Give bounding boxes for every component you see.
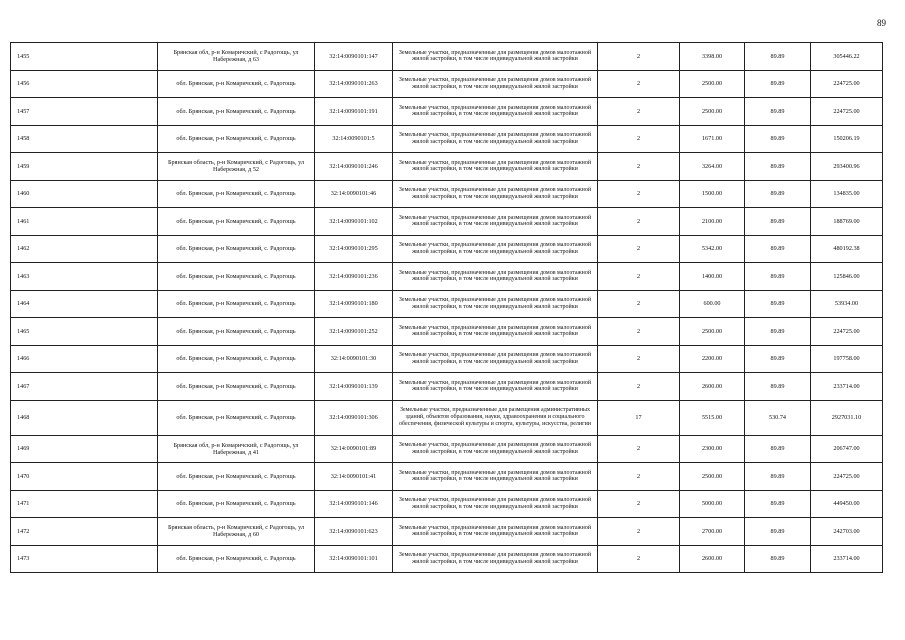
specific-value-cell: 89.89: [745, 345, 811, 373]
specific-value-cell: 530.74: [745, 400, 811, 435]
group-code-cell: 17: [598, 400, 680, 435]
area-cell: 2500.00: [680, 463, 745, 491]
group-code-cell: 2: [598, 518, 680, 546]
cadastral-number-cell: 32:14:0090101:246: [315, 153, 393, 181]
table-row: [11, 518, 883, 546]
row-number-cell: 1461: [11, 208, 158, 236]
row-number-cell: 1462: [11, 235, 158, 263]
area-cell: 5515.00: [680, 400, 745, 435]
row-number-cell: 1469: [11, 435, 158, 463]
specific-value-cell: 89.89: [745, 290, 811, 318]
table-row: [11, 235, 883, 263]
cadastral-value-cell: 53934.00: [811, 290, 883, 318]
address-cell: обл. Брянская, р-н Комаричский, с. Радогощь: [158, 180, 315, 208]
cadastral-number-cell: 32:14:0090101:252: [315, 318, 393, 346]
specific-value-cell: 89.89: [745, 435, 811, 463]
table-row: [11, 373, 883, 401]
cadastral-value-cell: 224725.00: [811, 318, 883, 346]
row-number-cell: 1467: [11, 373, 158, 401]
address-cell: Брянская обл, р-н Комаричский, с Радогощь, ул Набережная, д 63: [158, 43, 315, 71]
area-cell: 3398.00: [680, 43, 745, 71]
cadastral-number-cell: 32:14:0090101:295: [315, 235, 393, 263]
table-row: [11, 545, 883, 573]
table-row: [11, 43, 883, 71]
land-use-cell: Земельные участки, предназначенные для размещения домов малоэтажной жилой застройки, в том числе индивидуальной жилой застройки: [393, 235, 598, 263]
land-use-cell: Земельные участки, предназначенные для размещения домов малоэтажной жилой застройки, в том числе индивидуальной жилой застройки: [393, 435, 598, 463]
cadastral-number-cell: 32:14:0090101:101: [315, 545, 393, 573]
address-cell: обл. Брянская, р-н Комаричский, с. Радогощь: [158, 400, 315, 435]
specific-value-cell: 89.89: [745, 518, 811, 546]
specific-value-cell: 89.89: [745, 490, 811, 518]
table-row: [11, 98, 883, 126]
row-number-cell: 1471: [11, 490, 158, 518]
cadastral-number-cell: 32:14:0090101:139: [315, 373, 393, 401]
group-code-cell: 2: [598, 435, 680, 463]
row-number-cell: 1472: [11, 518, 158, 546]
cadastral-value-cell: 305446.22: [811, 43, 883, 71]
address-cell: обл. Брянская, р-н Комаричский, с. Радогощь: [158, 98, 315, 126]
land-use-cell: Земельные участки, предназначенные для размещения домов малоэтажной жилой застройки, в том числе индивидуальной жилой застройки: [393, 373, 598, 401]
land-plots-table: [10, 42, 883, 573]
address-cell: Брянская область, р-н Комаричский, с Радогощь, ул Набережная, д 52: [158, 153, 315, 181]
group-code-cell: 2: [598, 43, 680, 71]
address-cell: обл. Брянская, р-н Комаричский, с. Радогощь: [158, 125, 315, 153]
address-cell: обл. Брянская, р-н Комаричский, с. Радогощь: [158, 545, 315, 573]
land-use-cell: Земельные участки, предназначенные для размещения домов малоэтажной жилой застройки, в том числе индивидуальной жилой застройки: [393, 98, 598, 126]
land-use-cell: Земельные участки, предназначенные для размещения домов малоэтажной жилой застройки, в том числе индивидуальной жилой застройки: [393, 463, 598, 491]
cadastral-number-cell: 32:14:0090101:30: [315, 345, 393, 373]
cadastral-number-cell: 32:14:0090101:180: [315, 290, 393, 318]
cadastral-value-cell: 233714.00: [811, 545, 883, 573]
cadastral-number-cell: 32:14:0090101:41: [315, 463, 393, 491]
area-cell: 2200.00: [680, 345, 745, 373]
row-number-cell: 1460: [11, 180, 158, 208]
cadastral-value-cell: 224725.00: [811, 70, 883, 98]
group-code-cell: 2: [598, 345, 680, 373]
table-row: [11, 263, 883, 291]
row-number-cell: 1466: [11, 345, 158, 373]
group-code-cell: 2: [598, 490, 680, 518]
area-cell: 5342.00: [680, 235, 745, 263]
land-use-cell: Земельные участки, предназначенные для размещения домов малоэтажной жилой застройки, в том числе индивидуальной жилой застройки: [393, 43, 598, 71]
cadastral-value-cell: 197758.00: [811, 345, 883, 373]
land-use-cell: Земельные участки, предназначенные для размещения домов малоэтажной жилой застройки, в том числе индивидуальной жилой застройки: [393, 518, 598, 546]
cadastral-number-cell: 32:14:0090101:46: [315, 180, 393, 208]
group-code-cell: 2: [598, 125, 680, 153]
land-use-cell: Земельные участки, предназначенные для размещения домов малоэтажной жилой застройки, в том числе индивидуальной жилой застройки: [393, 125, 598, 153]
land-use-cell: Земельные участки, предназначенные для размещения домов малоэтажной жилой застройки, в том числе индивидуальной жилой застройки: [393, 545, 598, 573]
cadastral-value-cell: 224725.00: [811, 98, 883, 126]
cadastral-value-cell: 188769.00: [811, 208, 883, 236]
specific-value-cell: 89.89: [745, 180, 811, 208]
area-cell: 1400.00: [680, 263, 745, 291]
address-cell: Брянская область, р-н Комаричский, с Радогощь, ул Набережная, д 60: [158, 518, 315, 546]
row-number-cell: 1465: [11, 318, 158, 346]
group-code-cell: 2: [598, 208, 680, 236]
group-code-cell: 2: [598, 545, 680, 573]
address-cell: обл. Брянская, р-н Комаричский, с. Радогощь: [158, 208, 315, 236]
area-cell: 3264.00: [680, 153, 745, 181]
row-number-cell: 1473: [11, 545, 158, 573]
address-cell: Брянская обл, р-н Комаричский, с Радогощь, ул Набережная, д 41: [158, 435, 315, 463]
area-cell: 2600.00: [680, 545, 745, 573]
specific-value-cell: 89.89: [745, 545, 811, 573]
specific-value-cell: 89.89: [745, 208, 811, 236]
table-row: [11, 463, 883, 491]
area-cell: 2100.00: [680, 208, 745, 236]
group-code-cell: 2: [598, 180, 680, 208]
row-number-cell: 1468: [11, 400, 158, 435]
row-number-cell: 1463: [11, 263, 158, 291]
group-code-cell: 2: [598, 70, 680, 98]
cadastral-number-cell: 32:14:0090101:191: [315, 98, 393, 126]
area-cell: 2700.00: [680, 518, 745, 546]
cadastral-value-cell: 449450.00: [811, 490, 883, 518]
cadastral-value-cell: 233714.00: [811, 373, 883, 401]
land-use-cell: Земельные участки, предназначенные для размещения административных зданий, объектов образования, науки, здравоохранения и социального обеспечения, физической культуры и спорта, культуры, искусства, религии: [393, 400, 598, 435]
land-use-cell: Земельные участки, предназначенные для размещения домов малоэтажной жилой застройки, в том числе индивидуальной жилой застройки: [393, 318, 598, 346]
specific-value-cell: 89.89: [745, 235, 811, 263]
group-code-cell: 2: [598, 98, 680, 126]
table-row: [11, 490, 883, 518]
land-use-cell: Земельные участки, предназначенные для размещения домов малоэтажной жилой застройки, в том числе индивидуальной жилой застройки: [393, 208, 598, 236]
land-use-cell: Земельные участки, предназначенные для размещения домов малоэтажной жилой застройки, в том числе индивидуальной жилой застройки: [393, 263, 598, 291]
specific-value-cell: 89.89: [745, 318, 811, 346]
cadastral-value-cell: 242703.00: [811, 518, 883, 546]
area-cell: 600.00: [680, 290, 745, 318]
area-cell: 1671.00: [680, 125, 745, 153]
specific-value-cell: 89.89: [745, 373, 811, 401]
cadastral-value-cell: 125846.00: [811, 263, 883, 291]
table-row: [11, 290, 883, 318]
cadastral-value-cell: 134835.00: [811, 180, 883, 208]
cadastral-number-cell: 32:14:0090101:236: [315, 263, 393, 291]
group-code-cell: 2: [598, 263, 680, 291]
area-cell: 5000.00: [680, 490, 745, 518]
table-row: [11, 318, 883, 346]
row-number-cell: 1470: [11, 463, 158, 491]
address-cell: обл. Брянская, р-н Комаричский, с. Радогощь: [158, 345, 315, 373]
cadastral-value-cell: 224725.00: [811, 463, 883, 491]
area-cell: 1500.00: [680, 180, 745, 208]
specific-value-cell: 89.89: [745, 70, 811, 98]
table-row: [11, 435, 883, 463]
group-code-cell: 2: [598, 463, 680, 491]
group-code-cell: 2: [598, 373, 680, 401]
address-cell: обл. Брянская, р-н Комаричский, с. Радогощь: [158, 318, 315, 346]
land-use-cell: Земельные участки, предназначенные для размещения домов малоэтажной жилой застройки, в том числе индивидуальной жилой застройки: [393, 70, 598, 98]
cadastral-value-cell: 2927031.10: [811, 400, 883, 435]
address-cell: обл. Брянская, р-н Комаричский, с. Радогощь: [158, 290, 315, 318]
table-row: [11, 70, 883, 98]
address-cell: обл. Брянская, р-н Комаричский, с. Радогощь: [158, 263, 315, 291]
group-code-cell: 2: [598, 318, 680, 346]
cadastral-number-cell: 32:14:0090101:623: [315, 518, 393, 546]
address-cell: обл. Брянская, р-н Комаричский, с. Радогощь: [158, 235, 315, 263]
address-cell: обл. Брянская, р-н Комаричский, с. Радогощь: [158, 70, 315, 98]
specific-value-cell: 89.89: [745, 98, 811, 126]
specific-value-cell: 89.89: [745, 43, 811, 71]
land-use-cell: Земельные участки, предназначенные для размещения домов малоэтажной жилой застройки, в том числе индивидуальной жилой застройки: [393, 490, 598, 518]
cadastral-number-cell: 32:14:0090101:147: [315, 43, 393, 71]
table-row: [11, 180, 883, 208]
cadastral-value-cell: 480192.38: [811, 235, 883, 263]
cadastral-number-cell: 32:14:0090101:102: [315, 208, 393, 236]
address-cell: обл. Брянская, р-н Комаричский, с. Радогощь: [158, 373, 315, 401]
address-cell: обл. Брянская, р-н Комаричский, с. Радогощь: [158, 463, 315, 491]
table-row: [11, 153, 883, 181]
land-use-cell: Земельные участки, предназначенные для размещения домов малоэтажной жилой застройки, в том числе индивидуальной жилой застройки: [393, 153, 598, 181]
table-body: [11, 43, 883, 573]
cadastral-number-cell: 32:14:0090101:89: [315, 435, 393, 463]
specific-value-cell: 89.89: [745, 125, 811, 153]
specific-value-cell: 89.89: [745, 463, 811, 491]
group-code-cell: 2: [598, 290, 680, 318]
group-code-cell: 2: [598, 235, 680, 263]
table-row: [11, 400, 883, 435]
area-cell: 2600.00: [680, 373, 745, 401]
row-number-cell: 1457: [11, 98, 158, 126]
table-row: [11, 345, 883, 373]
row-number-cell: 1464: [11, 290, 158, 318]
group-code-cell: 2: [598, 153, 680, 181]
area-cell: 2300.00: [680, 435, 745, 463]
cadastral-value-cell: 293400.96: [811, 153, 883, 181]
area-cell: 2500.00: [680, 318, 745, 346]
area-cell: 2500.00: [680, 70, 745, 98]
cadastral-number-cell: 32:14:0090101:146: [315, 490, 393, 518]
cadastral-value-cell: 206747.00: [811, 435, 883, 463]
cadastral-value-cell: 150206.19: [811, 125, 883, 153]
cadastral-number-cell: 32:14:0090101:263: [315, 70, 393, 98]
specific-value-cell: 89.89: [745, 263, 811, 291]
row-number-cell: 1459: [11, 153, 158, 181]
table-row: [11, 125, 883, 153]
row-number-cell: 1456: [11, 70, 158, 98]
row-number-cell: 1458: [11, 125, 158, 153]
cadastral-number-cell: 32:14:0090101:5: [315, 125, 393, 153]
row-number-cell: 1455: [11, 43, 158, 71]
specific-value-cell: 89.89: [745, 153, 811, 181]
table-row: [11, 208, 883, 236]
land-use-cell: Земельные участки, предназначенные для размещения домов малоэтажной жилой застройки, в том числе индивидуальной жилой застройки: [393, 290, 598, 318]
land-use-cell: Земельные участки, предназначенные для размещения домов малоэтажной жилой застройки, в том числе индивидуальной жилой застройки: [393, 180, 598, 208]
cadastral-number-cell: 32:14:0090101:306: [315, 400, 393, 435]
address-cell: обл. Брянская, р-н Комаричский, с. Радогощь: [158, 490, 315, 518]
land-use-cell: Земельные участки, предназначенные для размещения домов малоэтажной жилой застройки, в том числе индивидуальной жилой застройки: [393, 345, 598, 373]
page-number: 89: [877, 18, 886, 28]
area-cell: 2500.00: [680, 98, 745, 126]
